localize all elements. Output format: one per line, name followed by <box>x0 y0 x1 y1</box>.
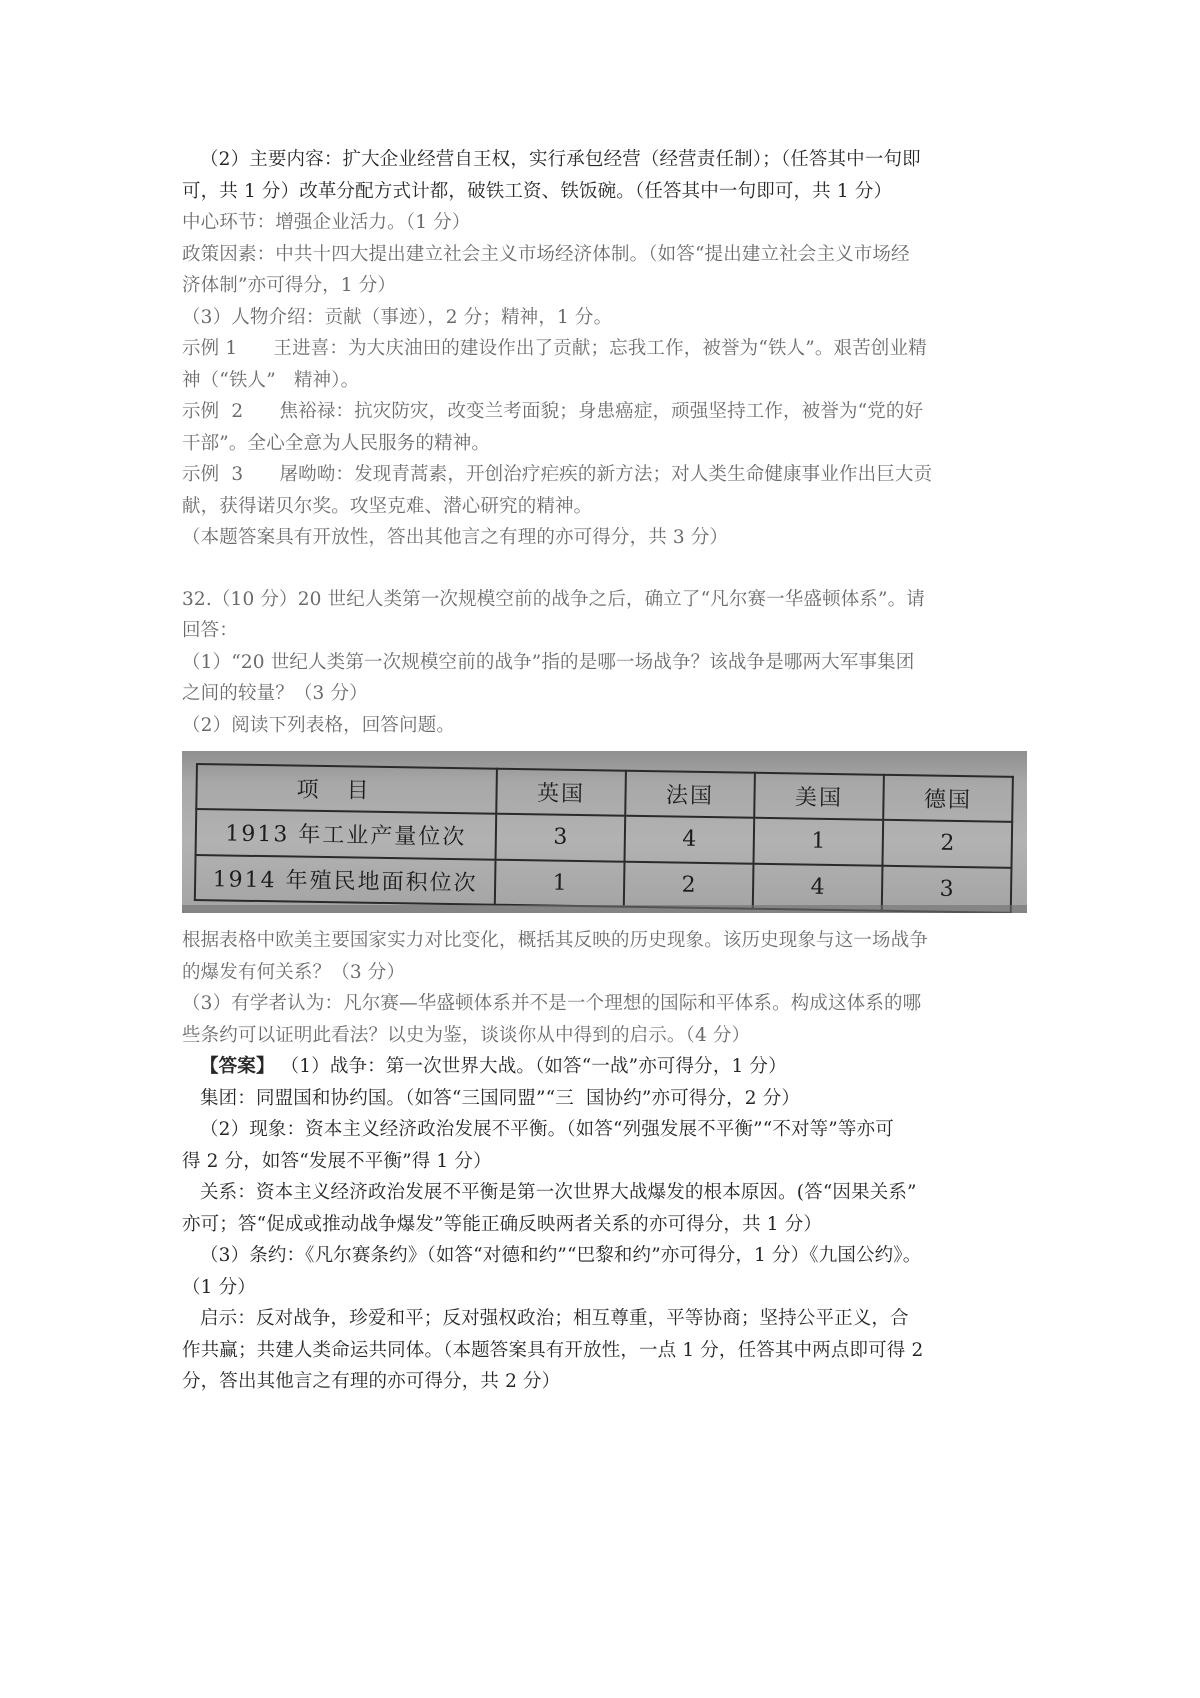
table-header-country: 德国 <box>883 775 1013 822</box>
scan-shadow <box>182 905 1027 913</box>
table-cell: 1 <box>753 818 883 865</box>
text-line: 济体制”亦可得分，1 分） <box>182 275 397 296</box>
text-line: 示例 1 王进喜：为大庆油田的建设作出了贡献；忘我工作，被誉为“铁人”。艰苦创业精 <box>182 338 927 359</box>
table-cell: 4 <box>753 863 883 910</box>
text-line: 些条约可以证明此看法？以史为鉴，谈谈你从中得到的启示。（4 分） <box>182 1024 751 1046</box>
text-line: 政策因素：中共十四大提出建立社会主义市场经济体制。（如答“提出建立社会主义市场经 <box>182 243 910 265</box>
answer-line: 得 2 分，如答“发展不平衡”得 1 分） <box>182 1150 492 1172</box>
table-header-country: 美国 <box>754 773 884 820</box>
text-line: 回答： <box>182 620 238 641</box>
text-line: （2）主要内容：扩大企业经营自王权，实行承包经营（经营责任制）；（任答其中一句即 <box>200 149 921 170</box>
table-header-item: 项目 <box>196 764 497 814</box>
table-cell: 3 <box>496 814 626 861</box>
answer-line: 启示：反对战争，珍爱和平；反对强权政治；相互尊重，平等协商；坚持公平正义，合 <box>200 1308 909 1329</box>
answer-line: 亦可；答“促成或推动战争爆发”等能正确反映两者关系的亦可得分，共 1 分） <box>182 1213 822 1235</box>
text-line: 中心环节：增强企业活力。（1 分） <box>182 212 471 233</box>
text-line: 示例 3 屠呦呦：发现青蒿素，开创治疗疟疾的新方法；对人类生命健康事业作出巨大贡 <box>182 464 933 485</box>
text-line: （本题答案具有开放性，答出其他言之有理的亦可得分，共 3 分） <box>182 527 729 548</box>
question-32: 32.（10 分）20 世纪人类第一次规模空前的战争之后，确立了“凡尔赛一华盛顿体系”。请 <box>182 588 925 610</box>
answer-line: （1 分） <box>182 1276 256 1298</box>
text-line: 根据表格中欧美主要国家实力对比变化，概括其反映的历史现象。该历史现象与这一场战争 <box>182 930 929 951</box>
text-line: 示例 2 焦裕禄：抗灾防灾，改变兰考面貌；身患癌症，顽强坚持工作，被誉为“党的好 <box>182 401 924 422</box>
answer-line: 作共赢；共建人类命运共同体。（本题答案具有开放性，一点 1 分，任答其中两点即可得 2 <box>182 1339 924 1361</box>
text-line: （1）“20 世纪人类第一次规模空前的战争”指的是哪一场战争？该战争是哪两大军事集团 <box>182 651 915 673</box>
spacer <box>182 554 1027 584</box>
answer-text: （1）战争：第一次世界大战。（如答“一战”亦可得分，1 分） <box>280 1056 787 1077</box>
answer-line <box>182 1051 1027 1083</box>
table-cell: 2 <box>882 820 1012 867</box>
table-row-label: 1914 年殖民地面积位次 <box>195 855 496 905</box>
power-ranking-table <box>194 763 1014 913</box>
text-line: 神（“铁人” 精神）。 <box>182 369 360 391</box>
table-cell: 1 <box>495 859 625 906</box>
text-line: 献，获得诺贝尔奖。攻坚克难、潜心研究的精神。 <box>182 495 593 517</box>
answer-line: （2）现象：资本主义经济政治发展不平衡。（如答“列强发展不平衡”“不对等”等亦可 <box>200 1119 894 1140</box>
table-header-country: 英国 <box>496 769 626 816</box>
table-cell: 2 <box>624 861 754 908</box>
text-line: 之间的较量？（3 分） <box>182 683 368 704</box>
table-row-label: 1913 年工业产量位次 <box>196 809 497 859</box>
answer-line: （3）条约：《凡尔赛条约》（如答“对德和约”“巴黎和约”亦可得分，1 分）《九国公约》。 <box>200 1245 922 1266</box>
text-line: 可，共 1 分）改革分配方式计都，破铁工资、铁饭碗。（任答其中一句即可，共 1 分） <box>182 180 893 202</box>
answer-line: 分，答出其他言之有理的亦可得分，共 2 分） <box>182 1371 561 1392</box>
text-line: （2）阅读下列表格，回答问题。 <box>182 714 456 736</box>
table-cell: 4 <box>625 816 755 863</box>
text-line: 干部”。全心全意为人民服务的精神。 <box>182 432 491 454</box>
document-page <box>182 144 1027 1398</box>
answer-label: 【答案】 <box>200 1056 275 1077</box>
scanned-table-image <box>182 751 1027 913</box>
text-line: （3）有学者认为：凡尔赛—华盛顿体系并不是一个理想的国际和平体系。构成这体系的哪 <box>182 993 922 1014</box>
text-line: （3）人物介绍：贡献（事迹），2 分；精神，1 分。 <box>182 306 613 328</box>
text-line: 的爆发有何关系？（3 分） <box>182 961 406 983</box>
answer-line: 集团：同盟国和协约国。（如答“三国同盟”“三 国协约”亦可得分，2 分） <box>200 1087 801 1109</box>
table-header-country: 法国 <box>625 771 755 818</box>
table-cell: 3 <box>882 865 1012 912</box>
answer-line: 关系：资本主义经济政治发展不平衡是第一次世界大战爆发的根本原因。(答“因果关系” <box>200 1182 917 1203</box>
